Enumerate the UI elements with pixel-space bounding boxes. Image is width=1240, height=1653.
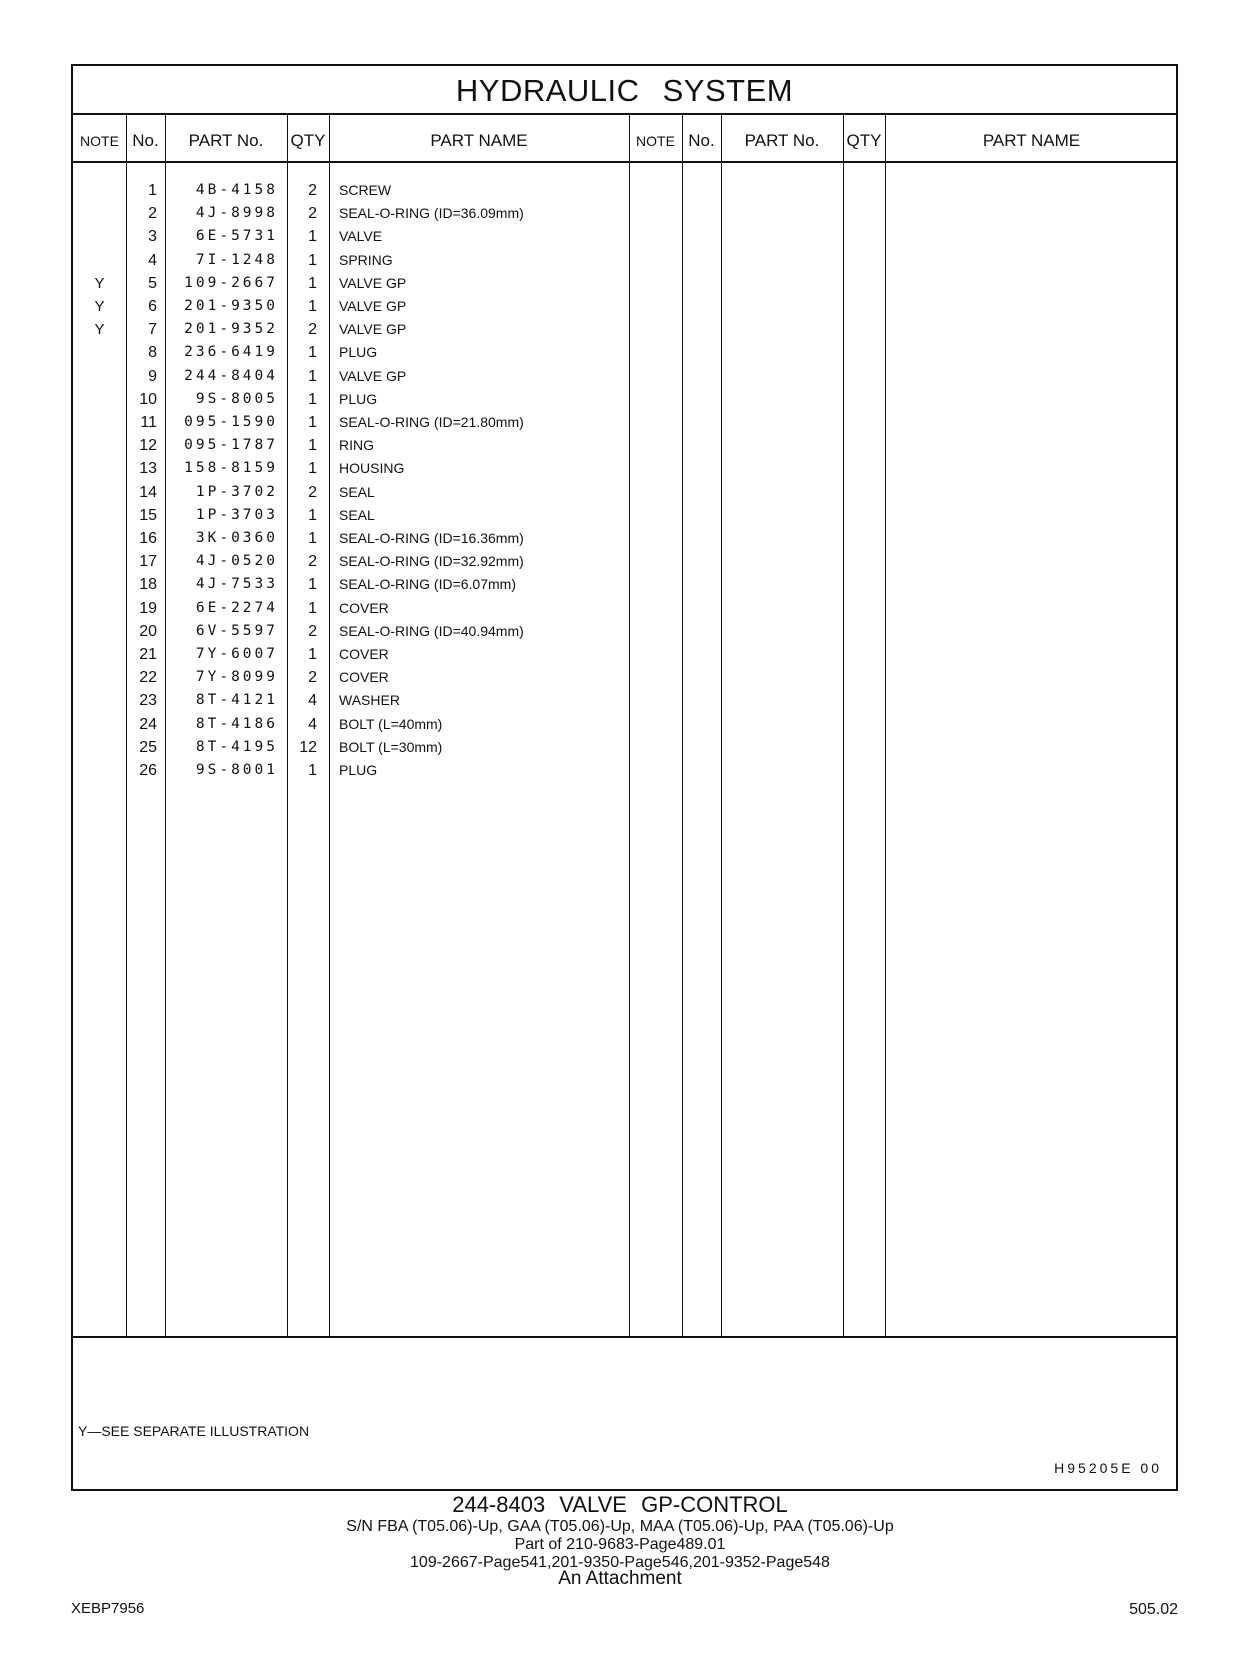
table-row (73, 225, 1176, 248)
table-row (73, 597, 1176, 620)
quantity-cell: 1 (308, 367, 317, 385)
part-name-cell: SEAL-O-RING (ID=36.09mm) (339, 205, 524, 222)
part-name-cell: SEAL-O-RING (ID=32.92mm) (339, 553, 524, 570)
part-name-cell: SEAL-O-RING (ID=6.07mm) (339, 576, 516, 593)
quantity-cell: 1 (308, 274, 317, 292)
quantity-cell: 1 (308, 530, 317, 547)
quantity-cell: 2 (308, 622, 317, 640)
quantity-cell: 1 (308, 390, 317, 408)
part-number-cell: 9S-8001 (195, 762, 278, 778)
part-number-cell: 1P-3703 (195, 506, 278, 523)
item-number-cell: 14 (139, 483, 157, 501)
part-number-cell: 4J-7533 (195, 576, 278, 593)
part-name-cell: SEAL (339, 506, 375, 523)
header-note: NOTE (80, 133, 119, 149)
item-number-cell: 19 (139, 599, 157, 617)
item-number-cell: 11 (140, 414, 157, 431)
item-number-cell: 7 (148, 321, 157, 339)
table-row (73, 341, 1176, 364)
part-name-cell: VALVE GP (339, 321, 407, 338)
part-number-cell: 6V-5597 (195, 622, 278, 639)
part-name-cell: RING (339, 437, 374, 454)
part-name-cell: SEAL (339, 483, 375, 500)
quantity-cell: 2 (308, 321, 317, 339)
part-of-reference: Part of 210-9683-Page489.01 (514, 1536, 726, 1553)
part-number-cell: 6E-2274 (195, 599, 278, 616)
note-cell: Y (94, 274, 105, 292)
header-note: NOTE (636, 133, 675, 149)
header-part-name: PART NAME (430, 131, 528, 150)
quantity-cell: 1 (308, 506, 317, 524)
part-name-cell: SEAL-O-RING (ID=40.94mm) (339, 622, 524, 639)
table-row (73, 573, 1176, 596)
quantity-cell: 1 (308, 646, 317, 663)
item-number-cell: 8 (148, 344, 157, 362)
part-name-cell: COVER (339, 669, 389, 686)
quantity-cell: 2 (308, 553, 317, 571)
part-number-cell: 201-9352 (184, 321, 278, 338)
table-row (73, 179, 1176, 202)
table-row (73, 643, 1176, 666)
part-name-cell: WASHER (339, 692, 400, 709)
quantity-cell: 1 (308, 298, 317, 315)
assembly-title: 244-8403 VALVE GP-CONTROL (452, 1492, 788, 1517)
part-name-cell: SEAL-O-RING (ID=21.80mm) (339, 414, 524, 430)
header-no: No. (132, 131, 159, 150)
quantity-cell: 4 (308, 692, 317, 710)
header-part-name: PART NAME (982, 131, 1081, 150)
table-row (73, 666, 1176, 689)
divider (73, 1336, 1176, 1338)
note-cell: Y (94, 321, 105, 339)
table-row (73, 249, 1176, 272)
quantity-cell: 1 (308, 762, 317, 779)
quantity-cell: 1 (308, 228, 317, 246)
header-no: No. (688, 131, 715, 150)
part-number-cell: 4J-0520 (195, 553, 278, 570)
part-name-cell: PLUG (339, 762, 378, 778)
table-row (73, 202, 1176, 225)
item-number-cell: 26 (139, 762, 157, 779)
part-name-cell: VALVE (339, 228, 383, 245)
divider (73, 113, 1176, 115)
part-number-cell: 7Y-6007 (195, 646, 278, 662)
part-number-cell: 4J-8998 (195, 205, 278, 222)
part-number-cell: 8T-4121 (195, 692, 278, 709)
item-number-cell: 5 (148, 274, 157, 292)
item-number-cell: 15 (139, 506, 157, 524)
table-row (73, 388, 1176, 411)
item-number-cell: 2 (148, 205, 157, 223)
part-name-cell: BOLT (L=40mm) (339, 715, 443, 732)
part-number-cell: 9S-8005 (195, 390, 278, 407)
part-number-cell: 7I-1248 (195, 251, 278, 268)
part-name-cell: COVER (339, 646, 389, 662)
header-part-no: PART No. (188, 131, 264, 150)
table-row (73, 365, 1176, 388)
table-row (73, 550, 1176, 573)
part-name-cell: VALVE GP (339, 298, 407, 314)
table-row (73, 713, 1176, 736)
quantity-cell: 2 (308, 483, 317, 501)
part-name-cell: SCREW (339, 182, 392, 198)
quantity-cell: 1 (308, 576, 317, 594)
serial-range: S/N FBA (T05.06)-Up, GAA (T05.06)-Up, MAA (T05.06)-Up, PAA (T05.06)-Up (346, 1518, 894, 1535)
part-number-cell: 6E-5731 (195, 228, 278, 245)
item-number-cell: 12 (139, 437, 157, 455)
item-number-cell: 13 (139, 460, 157, 478)
item-number-cell: 1 (148, 182, 157, 199)
part-number-cell: 244-8404 (184, 367, 278, 384)
table-row (73, 481, 1176, 504)
part-name-cell: VALVE GP (339, 274, 407, 291)
part-number-cell: 1P-3702 (195, 483, 278, 500)
table-row (73, 434, 1176, 457)
part-number-cell: 095-1787 (184, 437, 278, 454)
table-row (73, 318, 1176, 341)
part-number-cell: 3K-0360 (195, 530, 278, 546)
quantity-cell: 1 (308, 599, 317, 617)
part-number-cell: 8T-4186 (195, 715, 278, 732)
part-number-cell: 4B-4158 (195, 182, 278, 198)
attachment-label: An Attachment (558, 1568, 682, 1589)
table-row (73, 411, 1176, 434)
item-number-cell: 25 (139, 738, 157, 756)
book-id: XEBP7956 (71, 1600, 145, 1617)
quantity-cell: 1 (308, 414, 317, 431)
quantity-cell: 1 (308, 344, 317, 362)
item-number-cell: 23 (139, 692, 157, 710)
parts-list-frame (71, 64, 1178, 1491)
quantity-cell: 4 (308, 715, 317, 733)
table-row (73, 457, 1176, 480)
part-number-cell: 109-2667 (184, 274, 278, 291)
item-number-cell: 16 (139, 530, 157, 547)
part-name-cell: SPRING (339, 251, 393, 268)
item-number-cell: 9 (148, 367, 157, 385)
quantity-cell: 1 (308, 437, 317, 455)
item-number-cell: 4 (148, 251, 157, 269)
item-number-cell: 21 (139, 646, 157, 663)
part-number-cell: 158-8159 (184, 460, 278, 477)
note-cell: Y (94, 298, 105, 315)
header-qty: QTY (846, 131, 882, 150)
quantity-cell: 2 (308, 205, 317, 223)
table-row (73, 736, 1176, 759)
quantity-cell: 2 (308, 182, 317, 199)
header-part-no: PART No. (744, 131, 820, 150)
part-number-cell: 8T-4195 (195, 738, 278, 755)
page-title: HYDRAULIC SYSTEM (455, 73, 794, 108)
item-number-cell: 20 (139, 622, 157, 640)
page-references: 109-2667-Page541,201-9350-Page546,201-9352-Page548 (410, 1554, 830, 1571)
part-number-cell: 095-1590 (184, 414, 278, 430)
table-row (73, 272, 1176, 295)
part-name-cell: BOLT (L=30mm) (339, 738, 443, 755)
page-number: 505.02 (1129, 1601, 1178, 1618)
quantity-cell: 1 (308, 460, 317, 478)
part-name-cell: PLUG (339, 390, 378, 407)
item-number-cell: 18 (139, 576, 157, 594)
table-row (73, 504, 1176, 527)
part-name-cell: PLUG (339, 344, 378, 361)
part-name-cell: VALVE GP (339, 367, 407, 384)
part-number-cell: 236-6419 (184, 344, 278, 361)
part-number-cell: 201-9350 (184, 298, 278, 314)
table-row (73, 620, 1176, 643)
table-row (73, 295, 1176, 318)
part-name-cell: SEAL-O-RING (ID=16.36mm) (339, 530, 524, 546)
item-number-cell: 24 (139, 715, 157, 733)
quantity-cell: 12 (299, 738, 317, 756)
footnote: Y—SEE SEPARATE ILLUSTRATION (78, 1423, 310, 1439)
part-number-cell: 7Y-8099 (195, 669, 278, 686)
item-number-cell: 3 (148, 228, 157, 246)
table-row (73, 689, 1176, 712)
item-number-cell: 10 (139, 390, 157, 408)
item-number-cell: 6 (148, 298, 157, 315)
header-qty: QTY (290, 131, 326, 150)
table-row (73, 527, 1176, 550)
quantity-cell: 2 (308, 669, 317, 687)
table-row (73, 759, 1176, 782)
item-number-cell: 17 (139, 553, 157, 571)
part-name-cell: HOUSING (339, 460, 405, 477)
document-code: H95205E 00 (1054, 1460, 1162, 1476)
item-number-cell: 22 (139, 669, 157, 687)
quantity-cell: 1 (308, 251, 317, 269)
part-name-cell: COVER (339, 599, 389, 616)
